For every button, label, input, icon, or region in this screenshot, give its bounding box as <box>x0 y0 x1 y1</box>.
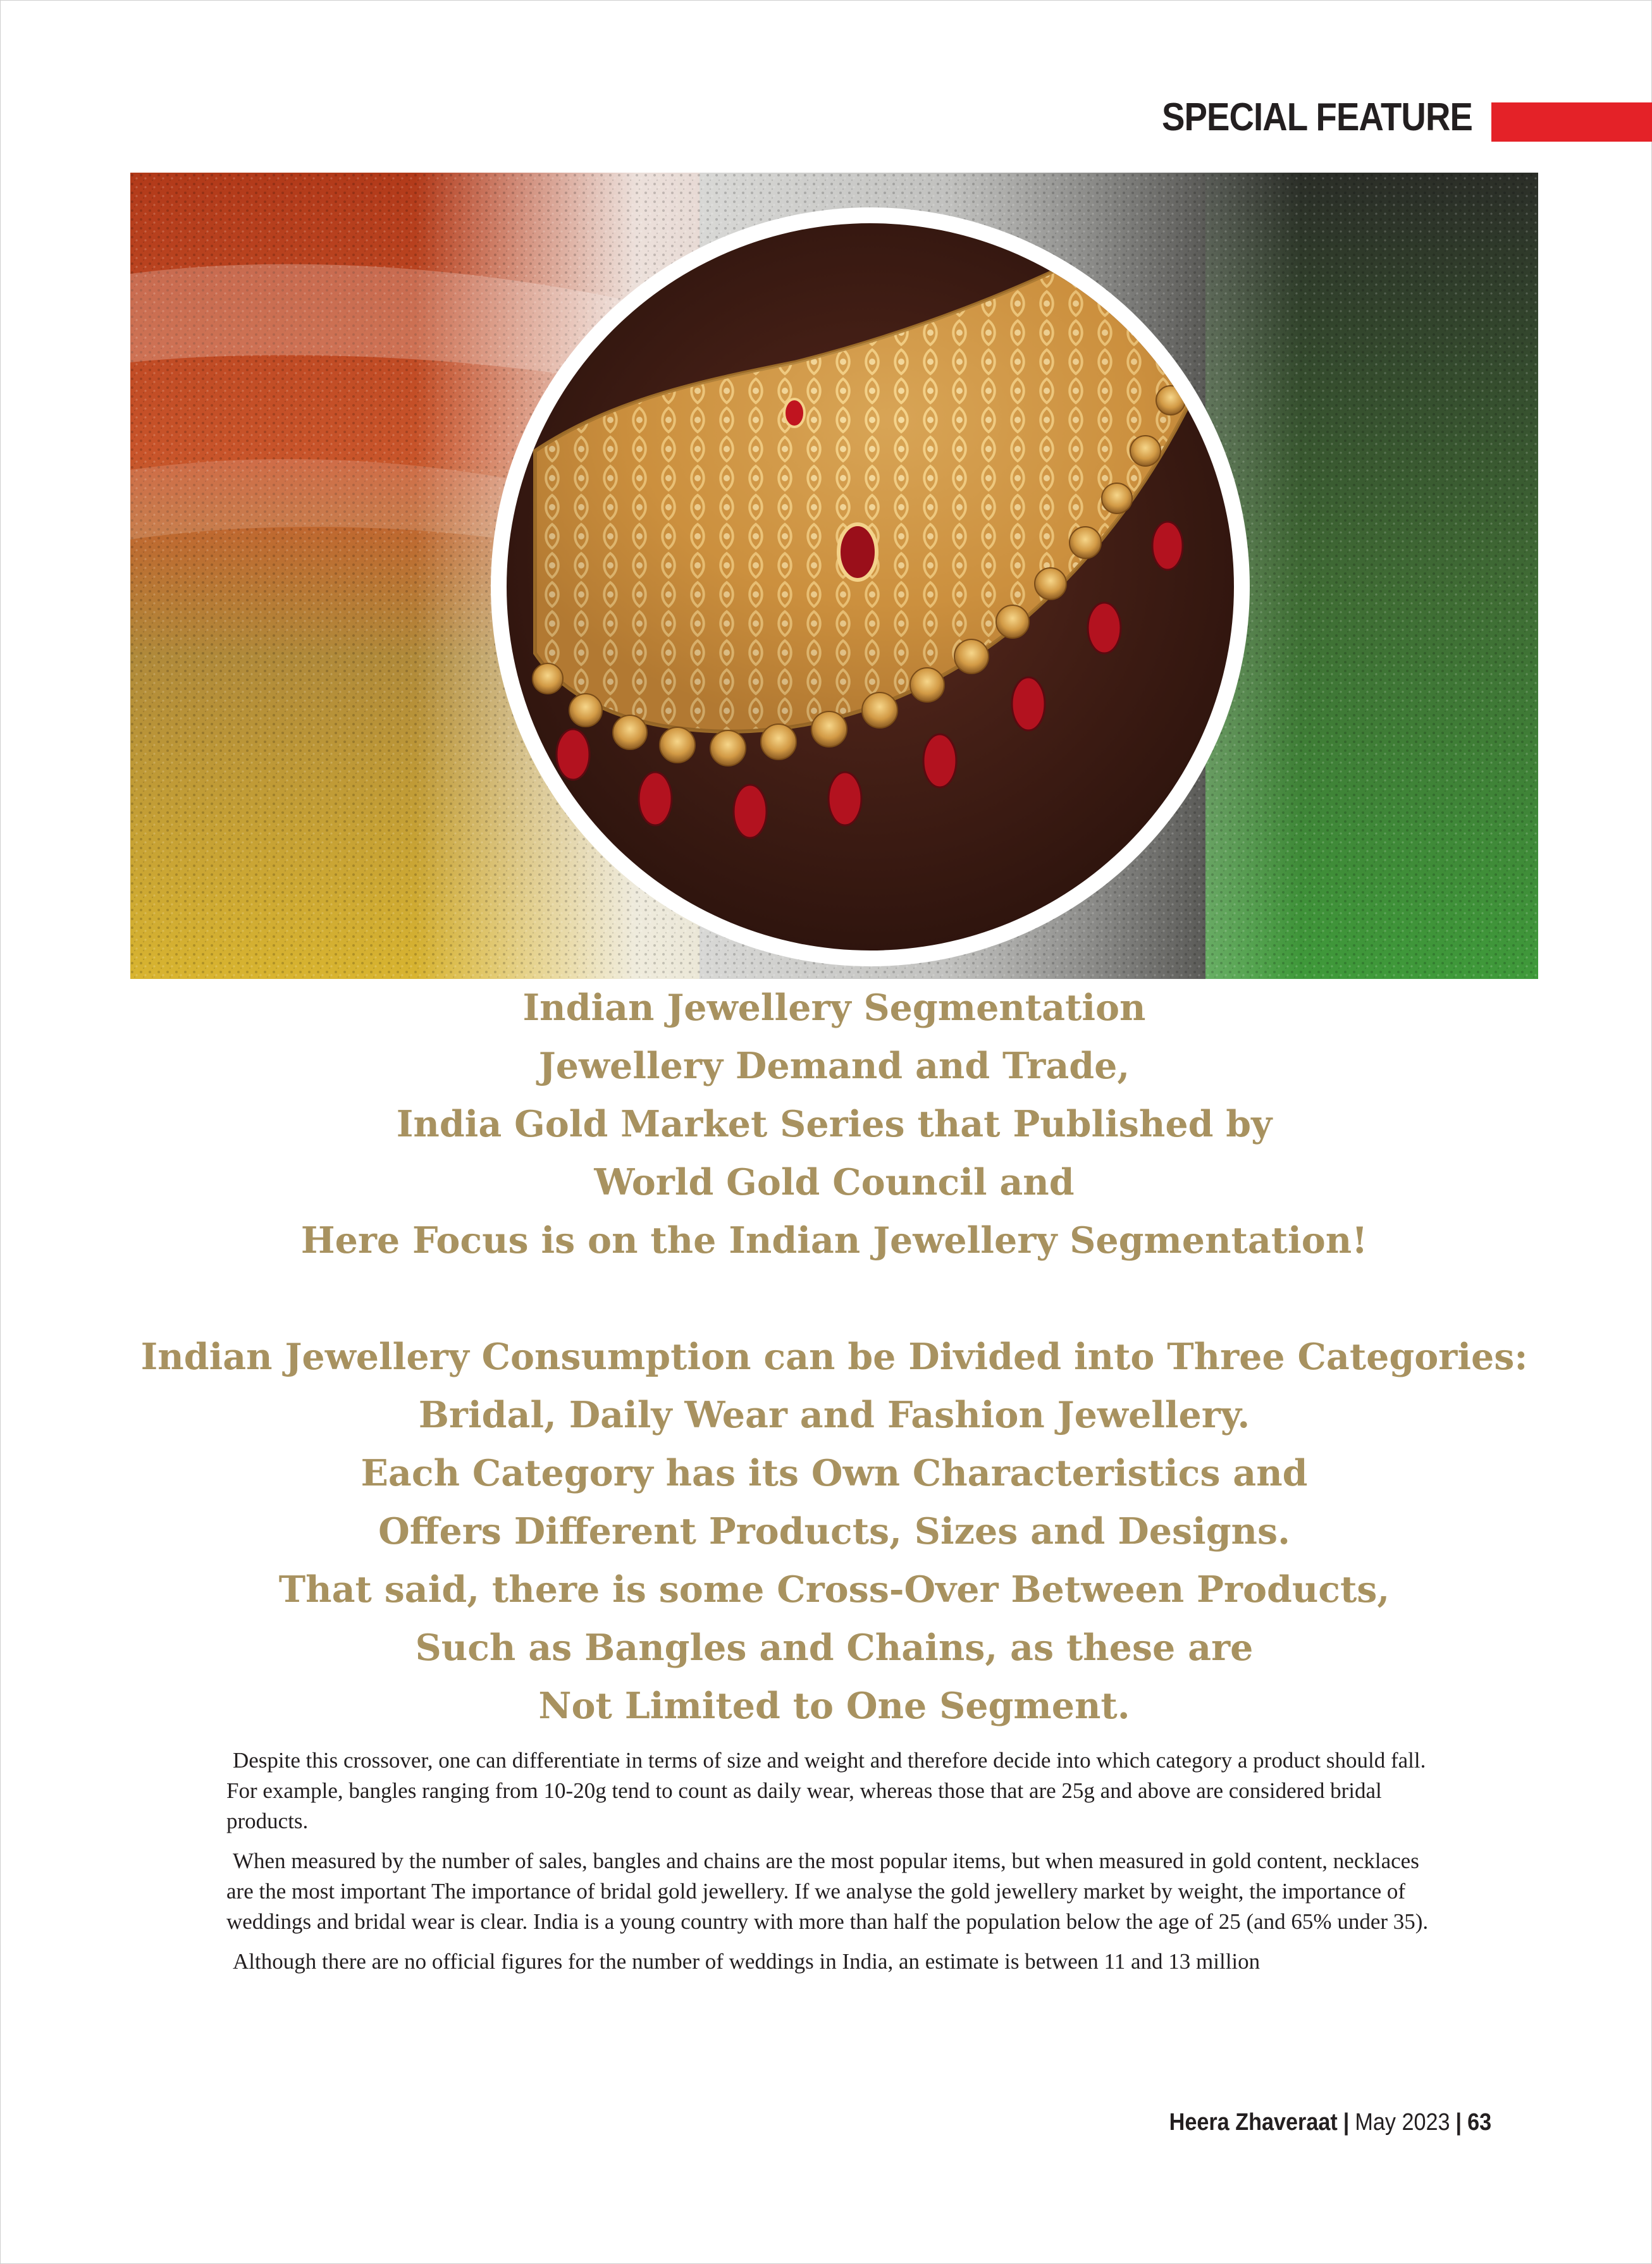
footer-separator: | <box>1343 2109 1350 2136</box>
headline-line: Not Limited to One Segment. <box>538 1685 1130 1727</box>
body-paragraph: When measured by the number of sales, bangles and chains are the most popular items, but when measured in gold content, necklaces are the most important The importance of bridal gold jewellery. If we analyse the gold jewellery market by weight, the importance of weddings and bridal wear is clear. India is a young country with more than half the population below the age of 25 (and 65% under 35). <box>226 1849 1429 1934</box>
headline-line: Here Focus is on the Indian Jewellery Segmentation! <box>300 1219 1368 1262</box>
headline-line: Indian Jewellery Segmentation <box>522 987 1146 1029</box>
necklace-photo-icon <box>130 173 1538 979</box>
page-number: 63 <box>1467 2109 1491 2136</box>
body-paragraph: Although there are no official figures for the number of weddings in India, an estimate is between 11 and 13 million <box>233 1949 1261 1974</box>
section-label: SPECIAL FEATURE <box>1161 95 1472 139</box>
body-paragraph: Despite this crossover, one can differentiate in terms of size and weight and therefore decide into which category a product should fall. For example, bangles ranging from 10-20g tend to count as daily wear, whereas those that are 25g and above are considered bridal products. <box>226 1748 1426 1833</box>
issue-date: May 2023 <box>1355 2109 1450 2136</box>
headline-block <box>130 979 1538 1735</box>
headline-line: World Gold Council and <box>594 1161 1075 1203</box>
headline-line: Indian Jewellery Consumption can be Divided into Three Categories: <box>140 1336 1528 1378</box>
headline-spacer <box>130 1270 1538 1328</box>
article-body <box>226 1745 1441 1986</box>
headline-line: Each Category has its Own Characteristics and <box>361 1452 1308 1494</box>
section-accent-bar <box>1491 102 1652 142</box>
headline-line: That said, there is some Cross-Over Between Products, <box>278 1568 1390 1611</box>
headline-line: Such as Bangles and Chains, as these are <box>415 1627 1254 1669</box>
publication-name: Heera Zhaveraat <box>1169 2109 1338 2136</box>
page-footer <box>1169 2109 1491 2136</box>
headline-line: Jewellery Demand and Trade, <box>538 1045 1130 1087</box>
headline-line: Offers Different Products, Sizes and Designs. <box>378 1510 1290 1553</box>
headline-line: India Gold Market Series that Published by <box>396 1103 1273 1145</box>
hero-image <box>130 173 1538 979</box>
headline-line: Bridal, Daily Wear and Fashion Jewellery. <box>418 1394 1250 1436</box>
footer-separator: | <box>1455 2109 1462 2136</box>
